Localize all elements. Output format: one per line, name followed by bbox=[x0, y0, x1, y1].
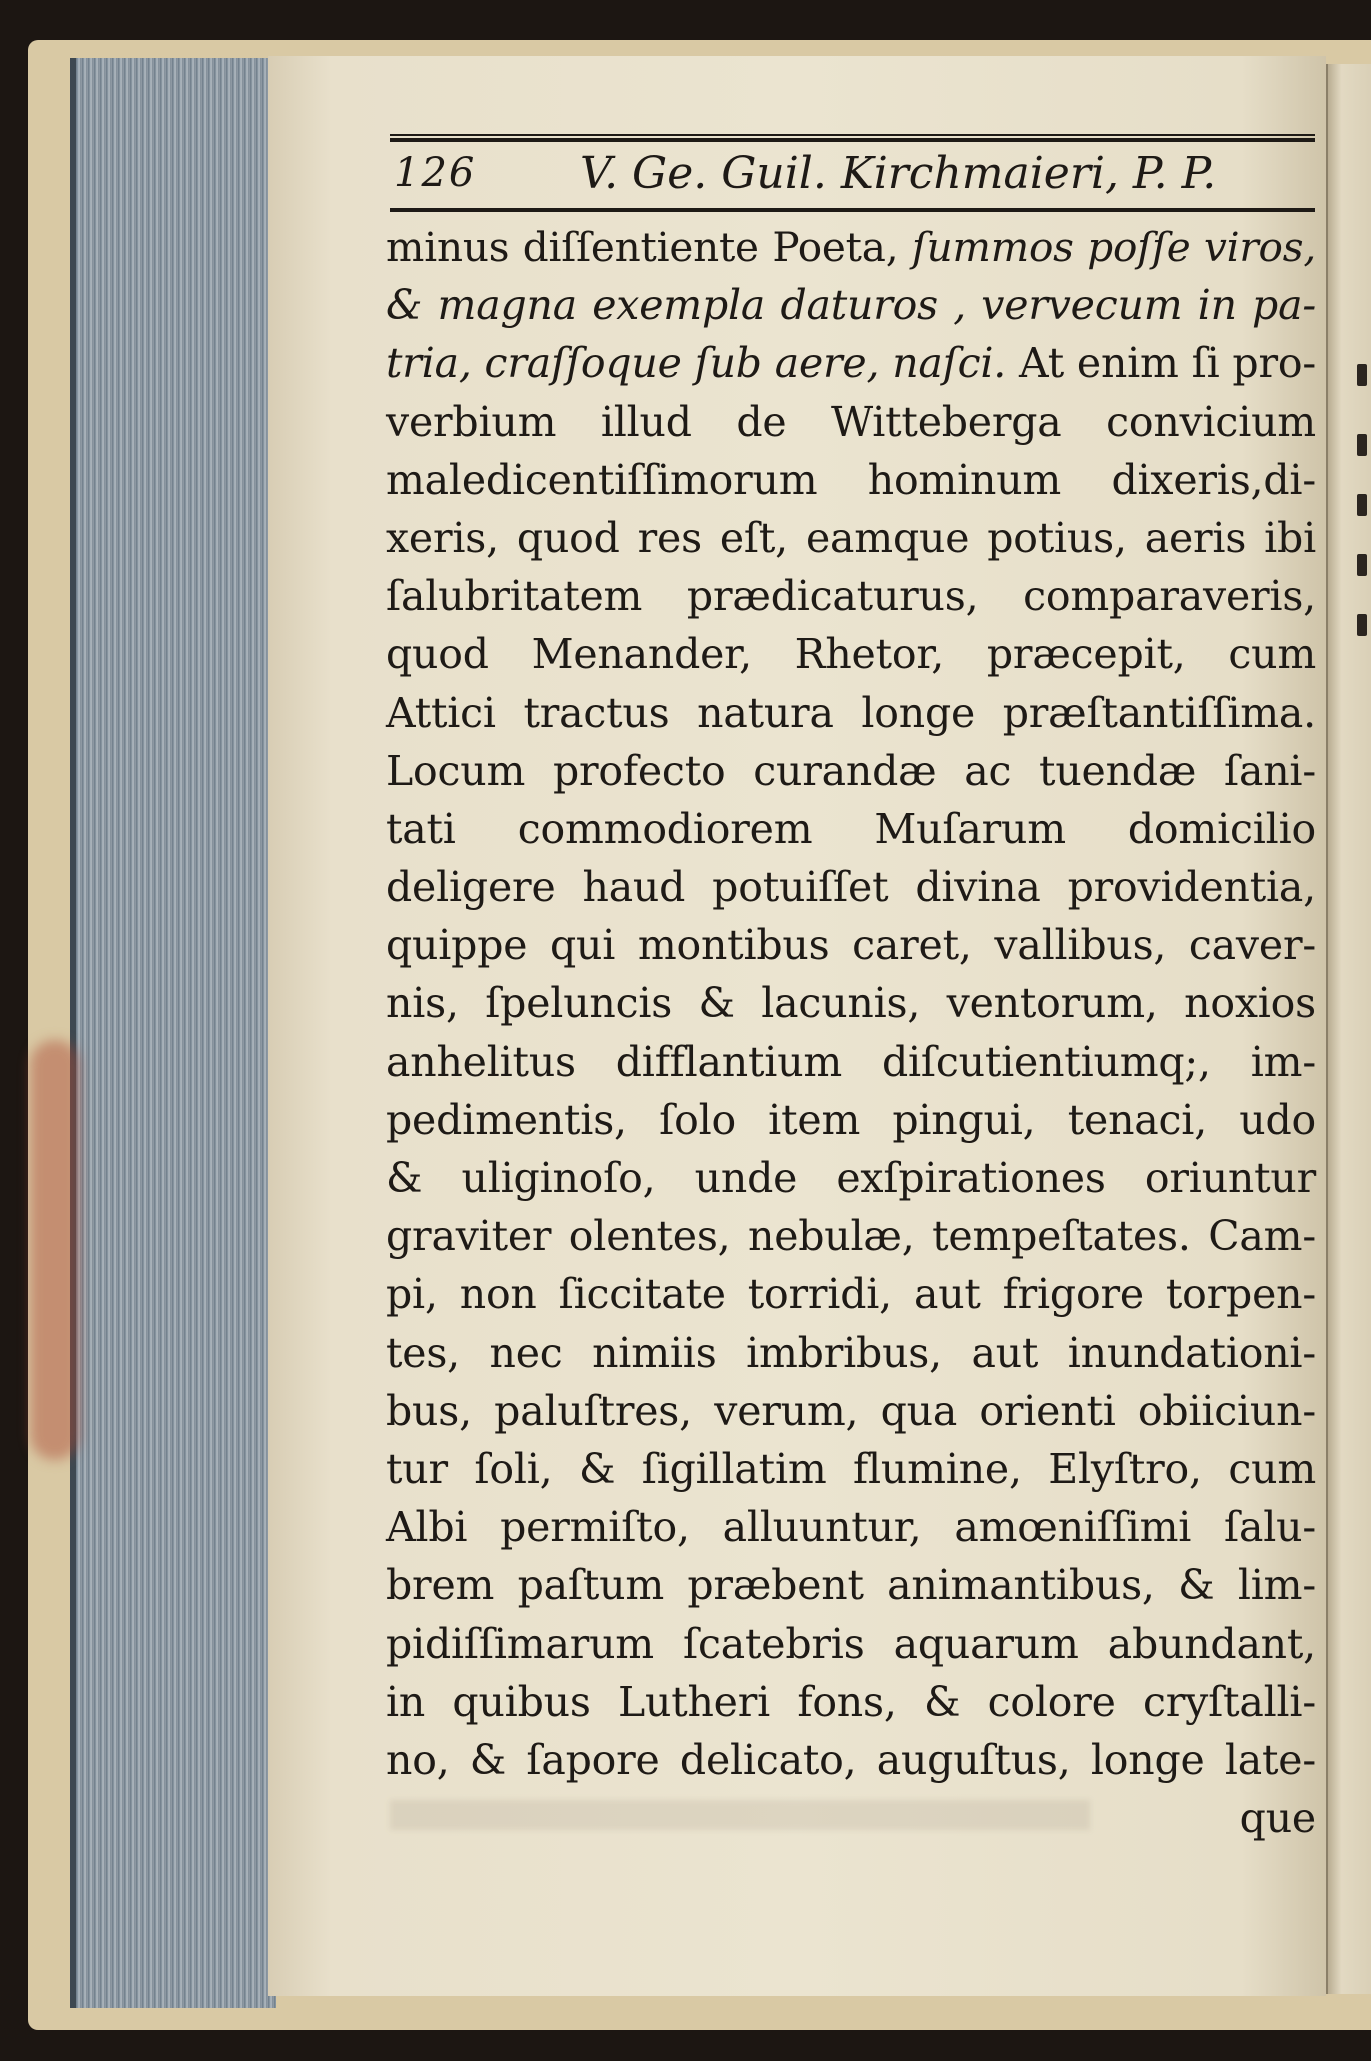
text-line bbox=[386, 625, 1316, 683]
text-line bbox=[386, 1033, 1316, 1091]
catchword: que bbox=[1239, 1794, 1316, 1843]
running-head bbox=[390, 138, 1315, 204]
roman-run: Attici tractus natura longe præſtantiſſima. bbox=[386, 688, 1316, 737]
text-line bbox=[386, 334, 1316, 392]
text-line bbox=[386, 1207, 1316, 1265]
leaf-fragment bbox=[1357, 434, 1367, 456]
text-line bbox=[386, 742, 1316, 800]
italic-run: tria, craſſoque ſub aere, naſci. bbox=[386, 339, 1007, 388]
roman-run: Locum profecto curandæ ac tuendæ ſani- bbox=[386, 746, 1316, 795]
roman-run: no, & ſapore delicato, auguſtus, longe late- bbox=[386, 1735, 1316, 1784]
text-line bbox=[386, 1615, 1316, 1673]
running-title: V. Ge. Guil. Kirchmaieri, P. P. bbox=[580, 148, 1217, 199]
leaf-fragment bbox=[1357, 494, 1367, 516]
italic-run: & magna exempla daturos , vervecum in pa- bbox=[386, 281, 1316, 330]
roman-run: pidiſſimarum ſcatebris aquarum abundant, bbox=[386, 1619, 1316, 1668]
body-text bbox=[386, 218, 1316, 1847]
roman-run: quod Menander, Rhetor, præcepit, cum bbox=[386, 630, 1316, 679]
leaf-fragment bbox=[1357, 614, 1367, 636]
edge-stain bbox=[30, 1040, 80, 1460]
text-line bbox=[386, 1091, 1316, 1149]
text-line bbox=[386, 684, 1316, 742]
roman-run: tur ſoli, & ſigillatim flumine, Elyſtro, cum bbox=[386, 1444, 1316, 1493]
leaf-fragment bbox=[1357, 364, 1367, 386]
text-line bbox=[386, 800, 1316, 858]
roman-run: xeris, quod res eſt, eamque potius, aeris ibi bbox=[386, 513, 1316, 562]
text-line bbox=[386, 1149, 1316, 1207]
italic-run: ſummos poſſe viros, bbox=[911, 223, 1316, 271]
text-line bbox=[386, 974, 1316, 1032]
text-line bbox=[386, 567, 1316, 625]
roman-run: graviter olentes, nebulæ, tempeſtates. Cam- bbox=[386, 1212, 1316, 1261]
roman-run: At enim ſi pro- bbox=[1006, 339, 1316, 388]
roman-run: deligere haud potuiſſet divina providentia, bbox=[386, 863, 1316, 912]
leaf-fragment bbox=[1357, 554, 1367, 576]
text-line bbox=[386, 1440, 1316, 1498]
text-line bbox=[386, 1382, 1316, 1440]
roman-run: anhelitus difflantium diſcutientiumq;, im- bbox=[386, 1037, 1316, 1086]
roman-run: minus diſſentiente Poeta, bbox=[386, 223, 912, 271]
text-line bbox=[386, 393, 1316, 451]
text-line bbox=[386, 509, 1316, 567]
next-leaf bbox=[1326, 64, 1371, 1994]
text-line bbox=[386, 1265, 1316, 1323]
text-line bbox=[386, 858, 1316, 916]
roman-run: pi, non ſiccitate torridi, aut frigore torpen- bbox=[386, 1270, 1316, 1319]
head-rule-top bbox=[390, 134, 1315, 136]
roman-run: tati commodiorem Muſarum domicilio bbox=[386, 804, 1316, 853]
page-number: 126 bbox=[394, 150, 477, 196]
text-line bbox=[386, 1556, 1316, 1614]
text-line bbox=[386, 1673, 1316, 1731]
roman-run: bus, paluſtres, verum, qua orienti obiiciun- bbox=[386, 1386, 1316, 1435]
roman-run: tes, nec nimiis imbribus, aut inundationi- bbox=[386, 1328, 1316, 1377]
page-edges bbox=[70, 58, 276, 2008]
text-line bbox=[386, 218, 1316, 276]
roman-run: in quibus Lutheri fons, & colore cryſtalli- bbox=[386, 1677, 1316, 1726]
text-line bbox=[386, 1498, 1316, 1556]
text-line bbox=[386, 276, 1316, 334]
roman-run: pedimentis, ſolo item pingui, tenaci, udo bbox=[386, 1095, 1316, 1144]
text-line bbox=[386, 916, 1316, 974]
roman-run: Albi permiſto, alluuntur, amœniſſimi ſalu- bbox=[386, 1503, 1316, 1552]
roman-run: maledicentiſſimorum hominum dixeris,di- bbox=[386, 455, 1316, 504]
show-through bbox=[390, 1800, 1090, 1830]
text-line bbox=[386, 451, 1316, 509]
roman-run: & uliginoſo, unde exſpirationes oriuntur bbox=[386, 1154, 1316, 1202]
text-line bbox=[386, 1324, 1316, 1382]
text-line bbox=[386, 1731, 1316, 1789]
roman-run: quippe qui montibus caret, vallibus, caver- bbox=[386, 921, 1316, 970]
roman-run: ſalubritatem prædicaturus, comparaveris, bbox=[386, 572, 1316, 621]
roman-run: verbium illud de Witteberga convicium bbox=[386, 397, 1316, 446]
roman-run: nis, ſpeluncis & lacunis, ventorum, noxios bbox=[386, 979, 1316, 1028]
roman-run: brem paſtum præbent animantibus, & lim- bbox=[386, 1561, 1316, 1610]
head-rule bbox=[390, 208, 1315, 212]
